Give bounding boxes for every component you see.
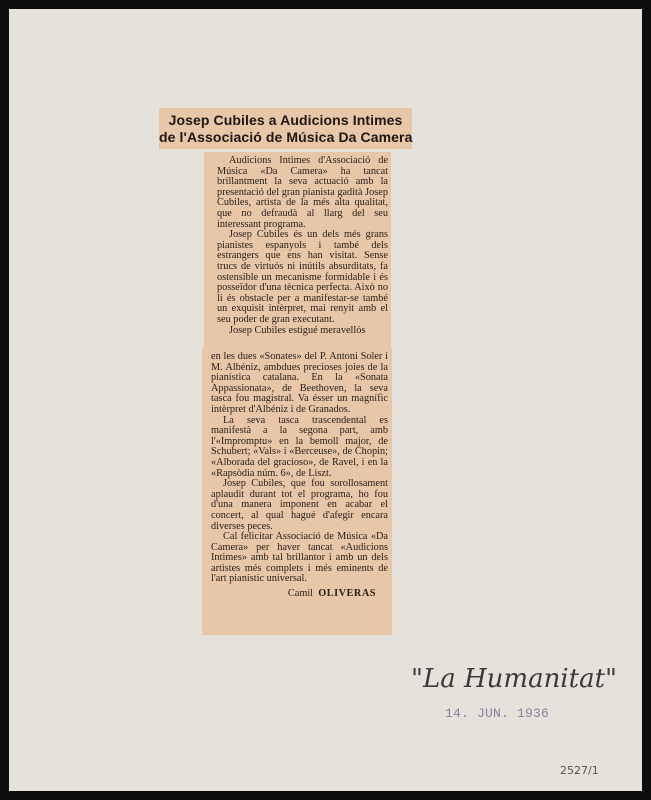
- signature-last-name: OLIVERAS: [318, 588, 376, 600]
- catalog-number: 2527/1: [560, 764, 599, 777]
- paragraph-2: Josep Cubiles és un dels més grans pianistes espanyols i també dels estrangers que ens han visitat. Sense trucs de virtuós ni inútils absurditats, fa ostensible un mecanisme formidable i és posseïdor d'una tècnica perfecta. Això no li és obstacle per a manifestar-se també un exquisit intèrpret, mai renyit amb el seu poder de gran executant.: [217, 229, 388, 325]
- handwritten-source-text: "La Humanitat": [411, 664, 617, 694]
- handwritten-source-note: [409, 657, 621, 697]
- paragraph-6: Cal felicitar Associació de Música «Da Camera» per haver tancat «Audicions Intimes» amb tal brillantor i amb un dels artistes més complets i més eminents de l'art pianístic universal.: [211, 531, 388, 585]
- article-headline: [159, 108, 412, 149]
- paragraph-1: Audicions Intimes d'Associació de Música «Da Camera» ha tancat brillantment la seva actuació amb la presentació del gran pianista gadità Josep Cubiles, artista de la més alta qualitat, que no defraudà al llarg del seu interessant programa.: [217, 155, 388, 230]
- article-signature: [211, 589, 388, 600]
- article-column-lower: [202, 348, 392, 635]
- paragraph-3-start: Josep Cubiles estigué meravellós: [229, 324, 366, 336]
- headline-line-2: de l'Associació de Música Da Camera: [159, 129, 413, 145]
- paragraph-5: Josep Cubiles, que fou sorollosament aplaudit durant tot el programa, ho fou d'una manera imponent en acabar el concert, al qual hagué d'afegir encara diverses peces.: [211, 478, 388, 532]
- article-column-upper: [204, 152, 391, 350]
- headline-line-1: Josep Cubiles a Audicions Intimes: [168, 112, 403, 128]
- paragraph-3-rest: en les dues «Sonates» del P. Antoni Soler i M. Albéniz, ambdues precioses joies de la pianística catalana. En la «Sonata Appassionata», de Beethoven, la seva tasca fou magistral. Va ésser un magnífic intèrpret d'Albéniz i de Granados.: [211, 351, 388, 415]
- date-stamp: 14. JUN. 1936: [445, 706, 550, 721]
- signature-first-name: Camil: [287, 588, 314, 600]
- paragraph-4: La seva tasca trascendental es manifestà a la segona part, amb l'«Impromptu» en la bemoll major, de Schubert; «Vals» i «Berceuse», de Chopin; «Alborada del gracioso», de Ravel, i en la «Rapsòdia núm. 6», de Liszt.: [211, 414, 388, 479]
